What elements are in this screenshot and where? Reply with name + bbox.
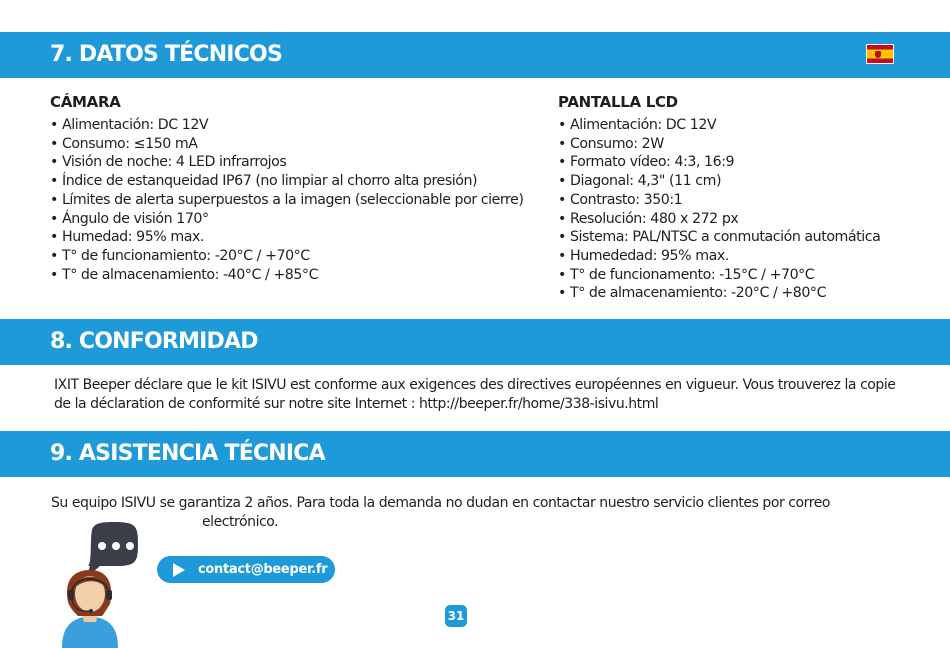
camera-spec-item: • Visión de noche: 4 LED infrarrojos xyxy=(50,154,287,171)
lcd-spec-item: • T° de almacenamiento: -20°C / +80°C xyxy=(558,285,827,302)
chat-bubble-icon xyxy=(86,522,138,578)
camera-spec-item: • Alimentación: DC 12V xyxy=(50,117,209,133)
section-8-header xyxy=(0,319,950,365)
camera-spec-item: • Índice de estanqueidad IP67 (no limpiar al chorro alta presión) xyxy=(50,173,478,190)
lcd-spec-item: • Humededad: 95% max. xyxy=(558,247,729,264)
lcd-spec-item: • Diagonal: 4,3" (11 cm) xyxy=(558,173,722,190)
lcd-spec-item: • Formato vídeo: 4:3, 16:9 xyxy=(558,154,735,171)
contact-email: contact@beeper.fr xyxy=(198,562,328,577)
lcd-title: PANTALLA LCD xyxy=(558,93,678,111)
lcd-spec-item: • Contrasto: 350:1 xyxy=(558,191,683,208)
warranty-line-1: Su equipo ISIVU se garantiza 2 años. Para toda la demanda no dudan en contactar nuestro servicio clientes por correo xyxy=(51,495,830,511)
camera-spec-item: • T° de almacenamiento: -40°C / +85°C xyxy=(50,266,319,283)
warranty-line-2: electrónico. xyxy=(202,514,279,530)
play-icon xyxy=(173,563,185,577)
lcd-spec-item: • Sistema: PAL/NTSC a conmutación automática xyxy=(558,229,881,246)
camera-specs xyxy=(50,92,550,284)
section-7-title: 7. DATOS TÉCNICOS xyxy=(50,42,282,67)
camera-spec-item: • Límites de alerta superpuestos a la imagen (seleccionable por cierre) xyxy=(50,191,524,208)
camera-spec-item: • Consumo: ≤150 mA xyxy=(50,135,198,152)
spain-flag-icon xyxy=(866,44,894,64)
conformity-text: IXIT Beeper déclare que le kit ISIVU est conforme aux exigences des directives européennes en vigueur. Vous trouverez la copie de la déclaration de conformité sur notre site Internet : http://beeper.fr/home/338-isivu.html xyxy=(54,377,896,412)
section-7-header xyxy=(0,32,950,78)
lcd-spec-item: • T° de funcionamento: -15°C / +70°C xyxy=(558,266,815,283)
camera-title: CÁMARA xyxy=(50,93,121,111)
support-agent-icon xyxy=(62,570,118,648)
section-8-title: 8. CONFORMIDAD xyxy=(50,329,258,354)
section-9-header xyxy=(0,431,950,477)
lcd-spec-item: • Consumo: 2W xyxy=(558,135,664,152)
warranty-text xyxy=(51,494,886,532)
page-number: 31 xyxy=(445,605,467,627)
camera-spec-item: • T° de funcionamiento: -20°C / +70°C xyxy=(50,247,310,264)
section-9-title: 9. ASISTENCIA TÉCNICA xyxy=(50,441,325,466)
contact-email-button[interactable] xyxy=(157,556,335,583)
camera-spec-item: • Humedad: 95% max. xyxy=(50,229,204,246)
lcd-specs xyxy=(558,92,938,303)
lcd-spec-item: • Alimentación: DC 12V xyxy=(558,117,717,133)
support-agent-illustration xyxy=(56,518,176,648)
lcd-spec-item: • Resolución: 480 x 272 px xyxy=(558,210,739,227)
camera-spec-item: • Ángulo de visión 170° xyxy=(50,210,209,227)
